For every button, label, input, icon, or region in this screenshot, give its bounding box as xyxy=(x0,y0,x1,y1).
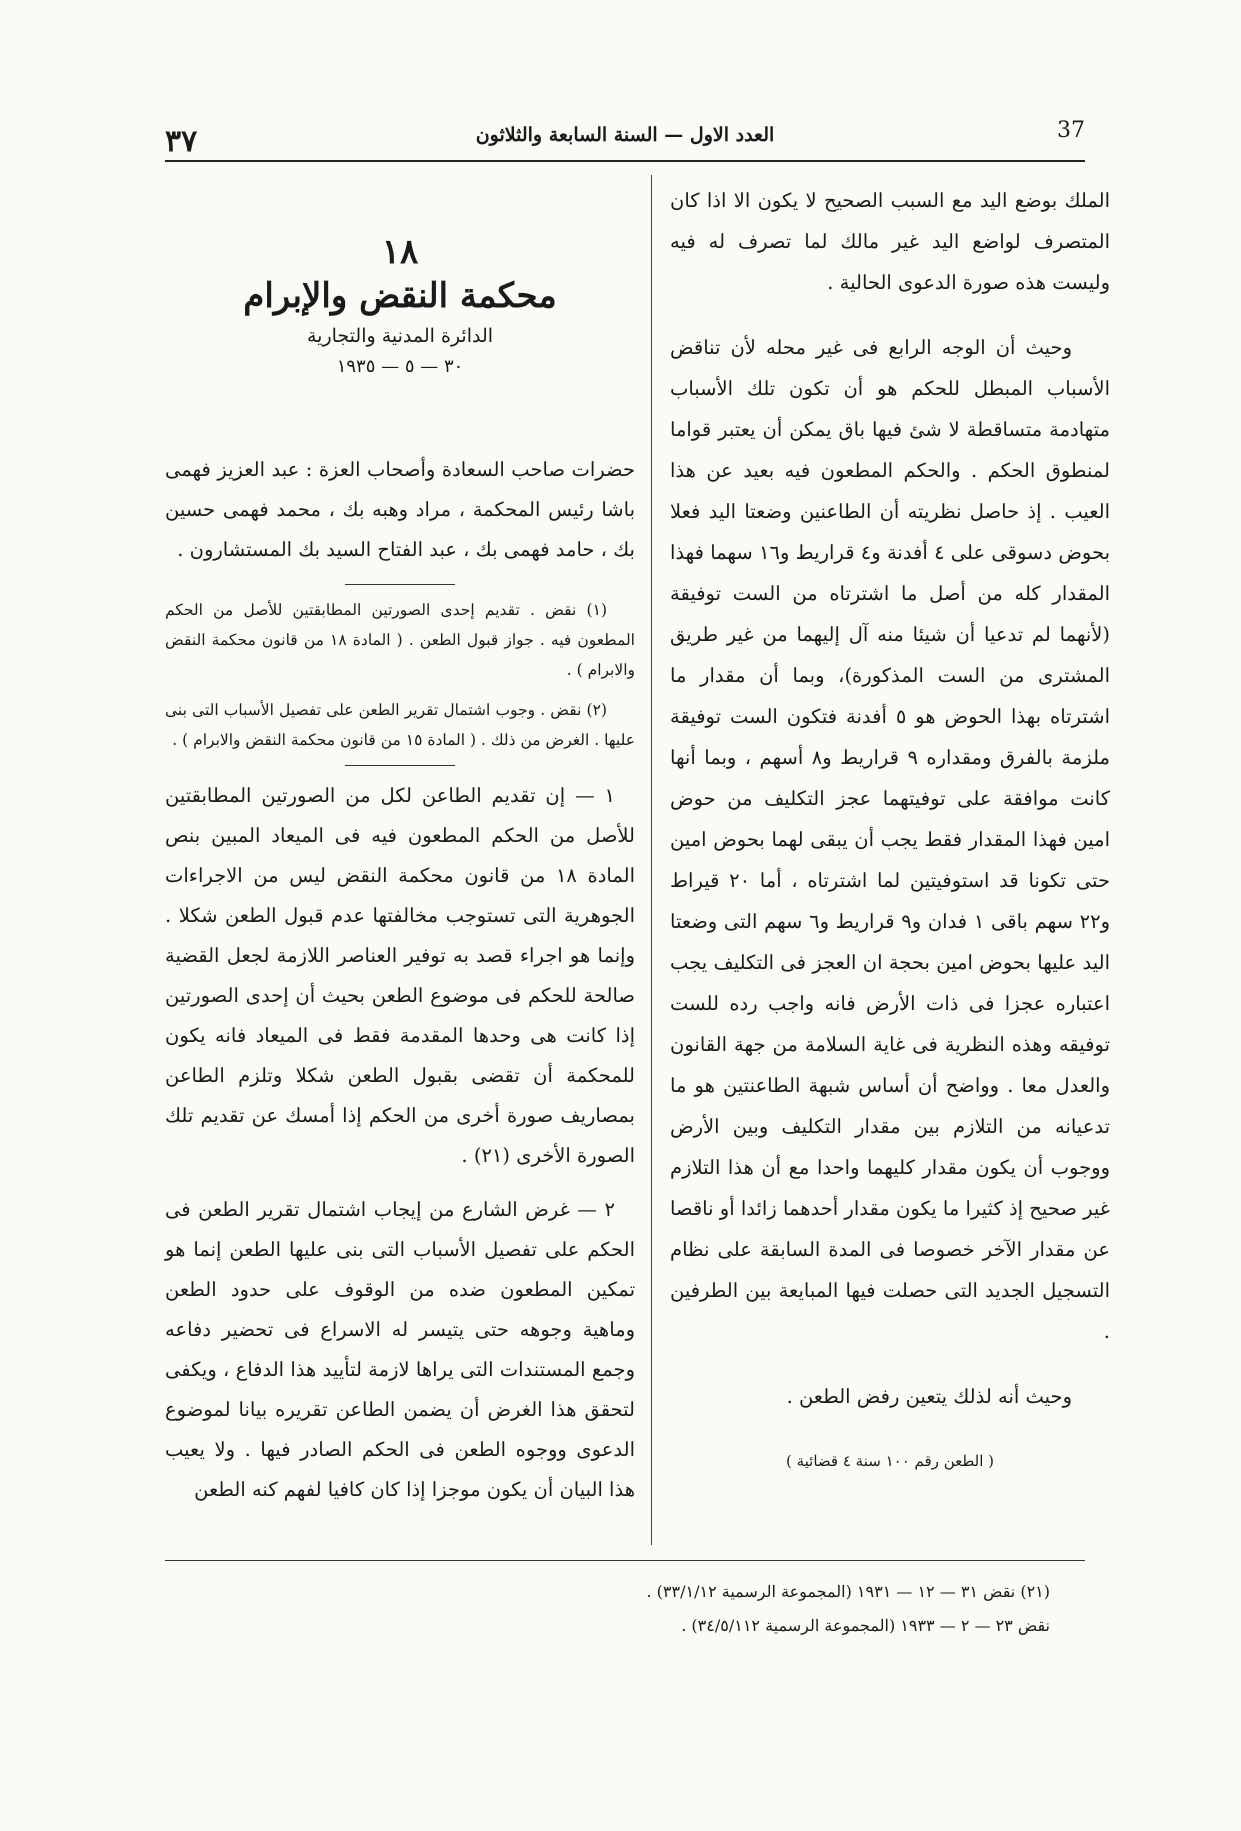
running-title: العدد الاول — السنة السابعة والثلاثون xyxy=(475,124,775,146)
case-number: ١٨ xyxy=(381,232,419,272)
case-heading xyxy=(165,232,635,382)
divider xyxy=(345,765,455,766)
left-column xyxy=(165,450,635,1524)
ruling-date: ٣٠ — ٥ — ١٩٣٥ xyxy=(336,356,464,377)
court-name: محكمة النقض والإبرام xyxy=(243,276,557,316)
page-number-latin: 37 xyxy=(1057,118,1085,143)
page-number-arabic: ٣٧ xyxy=(165,124,198,159)
summary-item: (٢) نقض . وجوب اشتمال تقرير الطعن على تفصيل الأسباب التى بنى عليها . الغرض من ذلك . ( المادة ١٥ من قانون محكمة النقض والابرام ) . xyxy=(165,701,635,749)
paragraph: وحيث أن الوجه الرابع فى غير محله لأن تناقض الأسباب المبطل للحكم هو أن تكون تلك الأسباب متهادمة متساقطة لا شئ فيها باق يمكن أن يعتبر قواما لمنطوق الحكم . والحكم المطعون فيه بعيد عن هذا العيب . إذ حاصل نظريته أن الطاعنين وضعتا اليد فعلا بحوض دسوقى على ٤ أفدنة و٤ قراريط و١٦ سهما فهذا المقدار كله من أصل ما اشترتاه من الست توفيقة (لأنهما لم تدعيا أن شيئا منه آل إليهما من غير طريق المشترى من الست المذكورة)، وبما أن مقدار ما اشترتاه بهذا الحوض هو ٥ أفدنة فتكون الست توفيقة ملزمة بالفرق ومقداره ٩ قراريط و٨ أسهم ، وبما أنها كانت موافقة على توفيتهما عجز التكليف من حوض امين فهذا المقدار فقط يجب أن يبقى لهما بحوض امين حتى تكونا قد استوفيتين لما اشترتاه ، أما ٢٠ قيراط و٢٢ سهم باقى ١ فدان و٩ قراريط و٦ سهم التى وضعتا اليد عليها بحوض امين بحجة ان العجز فى التكليف يجب اعتباره عجزا فى ذات الأرض فانه واجب رده للست توفيقه وهذه النظرية فى غاية السلامة من جهة القانون والعدل معا . وواضح أن أساس شبهة الطاعنتين هو ما تدعيانه من التلازم بين مقدار التكليف وبين الأرض ووجوب أن يكون مقدار كليهما واحدا مع أن هذا التلازم غير صحيح إذ كثيرا ما يكون مقدار أحدهما زائدا أو ناقصا عن مقدار الآخر خصوصا فى المدة السابقة على نظام التسجيل الجديد التى حصلت فيها المبايعة بين الطرفين . xyxy=(670,336,1111,1343)
footnotes xyxy=(470,1575,1050,1643)
legal-principle: ١ — إن تقديم الطاعن لكل من الصورتين المطابقتين للأصل من الحكم المطعون فيه فى الميعاد المبين بنص المادة ١٨ من قانون محكمة النقض ليس من الاجراءات الجوهرية التى تستوجب مخالفتها عدم قبول الطعن شكلا . وإنما هو اجراء قصد به توفير العناصر اللازمة لجعل القضية صالحة للحكم فى موضوع الطعن بحيث أن إحدى الصورتين إذا كانت هى وحدها المقدمة فقط فى الميعاد فانه يكون للمحكمة أن تقضى بقبول الطعن شكلا وتلزم الطاعن بمصاريف صورة أخرى من الحكم إذا أمسك عن تقديم تلك الصورة الأخرى (٢١) . xyxy=(165,784,635,1167)
column-divider xyxy=(651,175,652,1545)
running-header xyxy=(165,118,1085,158)
case-reference: ( الطعن رقم ١٠٠ سنة ٤ قضائية ) xyxy=(785,1452,995,1470)
footnote: نقض ٢٣ — ٢ — ١٩٣٣ (المجموعة الرسمية ٣٤/٥/١١٢) . xyxy=(681,1616,1050,1635)
paragraph: وحيث أنه لذلك يتعين رفض الطعن . xyxy=(786,1385,1072,1408)
chamber: الدائرة المدنية والتجارية xyxy=(306,325,494,347)
divider xyxy=(345,584,455,585)
summary-item: (١) نقض . تقديم إحدى الصورتين المطابقتين للأصل من الحكم المطعون فيه . جواز قبول الطعن . ( المادة ١٨ من قانون محكمة النقض والابرام ) . xyxy=(165,601,635,679)
right-column xyxy=(670,180,1110,1482)
header-rule xyxy=(165,160,1085,162)
legal-principle: ٢ — غرض الشارع من إيجاب اشتمال تقرير الطعن فى الحكم على تفصيل الأسباب التى بنى عليها الطعن إنما هو تمكين المطعون ضده من الوقوف على حدود الطعن وماهية وجوهه حتى يتيسر له الاسراع فى تحضير دفاعه وجمع المستندات التى يراها لازمة لتأييد هذا الدفاع ، ويكفى لتحقق هذا الغرض أن يضمن الطاعن تقريره بيانا لموضوع الدعوى ووجوه الطعن فى الحكم الصادر فيها . ولا يعيب هذا البيان أن يكون موجزا إذا كان كافيا لفهم كنه الطعن xyxy=(165,1198,635,1501)
footnote: (٢١) نقض ٣١ — ١٢ — ١٩٣١ (المجموعة الرسمية ٣٣/١/١٢) . xyxy=(646,1582,1050,1601)
footnote-rule xyxy=(165,1560,1085,1561)
panel-members: حضرات صاحب السعادة وأصحاب العزة : عبد العزيز فهمى باشا رئيس المحكمة ، مراد وهبه بك ، محمد فهمى حسين بك ، حامد فهمى بك ، عبد الفتاح السيد بك المستشارون . xyxy=(165,458,635,561)
paragraph: الملك بوضع اليد مع السبب الصحيح لا يكون الا اذا كان المتصرف لواضع اليد غير مالك لما تصرف له فيه وليست هذه صورة الدعوى الحالية . xyxy=(670,189,1110,294)
